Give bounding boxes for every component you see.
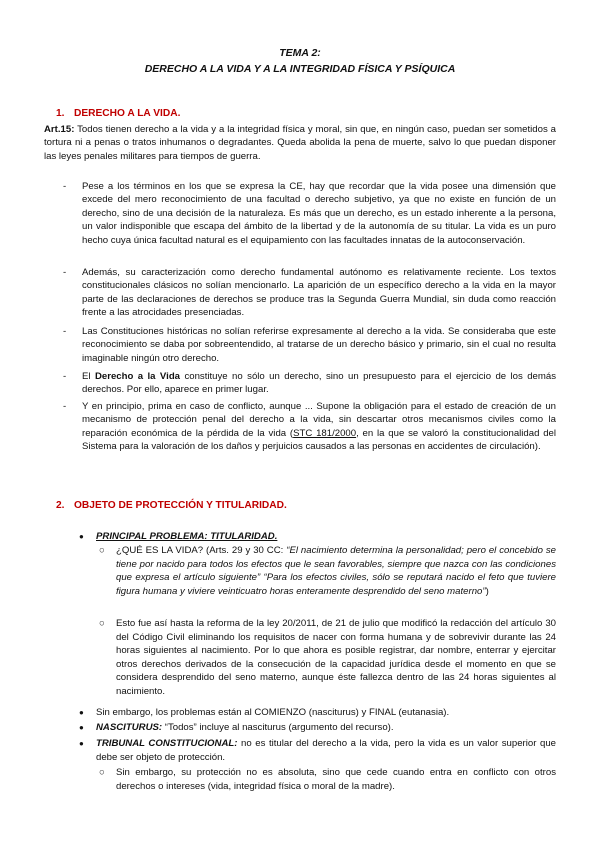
- bullet-tribunal: [79, 737, 556, 764]
- list-item-text: Pese a los términos en los que se expresa la CE, hay que recordar que la vida posee una dimensión que excede del mero reconocimiento de una facultad o derecho subjetivo, ya que no existe en función de un derecho, sino de una decisión de la naturaleza. Es más que un derecho, es un estado inherente a la persona, un valor indisponible que escapa del ámbito de la libertad y de la autonomía de su titular. La vida es un puro hecho cuya única facultad natural es el equipamiento con las facultades innatas de la autoconservación.: [82, 181, 556, 246]
- list-item: [63, 400, 557, 454]
- bullet-nasciturus: [79, 721, 556, 735]
- tema-title: TEMA 2:: [279, 47, 321, 59]
- circle-bullet: ○: [99, 767, 105, 778]
- article-text: Todos tienen derecho a la vida y a la integridad física y moral, sin que, en ningún caso, puedan ser sometidos a tortura ni a penas o tratos inhumanos o degradantes. Queda abolida la pena de muerte, salvo lo que puedan disponer las leyes penales militares para tiempos de guerra.: [44, 124, 556, 162]
- disc-bullet: ●: [79, 532, 84, 541]
- sub-point-text: Esto fue así hasta la reforma de la ley 20/2011, de 21 de julio que modificó la redacción del artículo 30 del Código Civil eliminando los requisitos de nacer con forma humana y de sobrevivir durante las 24 horas siguientes al nacimiento. Por lo que ahora es posible registrar, dar nombre, enterrar y ejercitar otros derechos derivados de la consecución de la capacidad jurídica desde el momento en que se considera desprendido del seno materno, aunque éste fallezca dentro de las 24 horas siguientes al nacimiento.: [116, 618, 556, 697]
- dash-marker: -: [63, 326, 67, 337]
- nasciturus-label: NASCITURUS:: [96, 722, 163, 733]
- list-item-text: Y en principio, prima en caso de conflicto, aunque ... Supone la obligación para el estado de creación de un mecanismo de protección penal del derecho a la vida, sin descartar otros mecanismos civiles como la reparación económica de la pérdida de la vida (: [82, 401, 556, 439]
- dash-marker: -: [63, 267, 67, 278]
- sub-point-que-es-la-vida: [99, 544, 557, 598]
- article-15: [44, 123, 556, 163]
- dash-marker: -: [63, 371, 67, 382]
- sub-point-text: ¿QUÉ ES LA VIDA? (Arts. 29 y 30 CC:: [116, 545, 287, 556]
- list-item-text: , en la que se valoró la constitucionalidad del Sistema para la valoración de los daños y perjuicios causados a las personas en accidentes de circulación).: [82, 427, 557, 453]
- section-2-title: OBJETO DE PROTECCIÓN Y TITULARIDAD.: [74, 500, 287, 511]
- document-subtitle: DERECHO A LA VIDA Y A LA INTEGRIDAD FÍSICA Y PSÍQUICA: [144, 63, 456, 75]
- sub-point-proteccion: [99, 766, 556, 793]
- disc-bullet: ●: [79, 708, 84, 717]
- list-item-text: Además, su caracterización como derecho fundamental autónomo es relativamente reciente. Los textos constitucionales clásicos no solían mencionarlo. La aparición de un específico derecho a la vida en la mayor parte de las declaraciones de derechos se produce tras la Segunda Guerra Mundial, sin duda como reacción frente a las atrocidades presenciadas.: [82, 267, 556, 319]
- article-label: Art.15:: [44, 124, 75, 135]
- principal-problema: PRINCIPAL PROBLEMA: TITULARIDAD.: [96, 531, 278, 542]
- stc-link[interactable]: STC 181/2000: [293, 427, 357, 439]
- list-item: [63, 370, 557, 397]
- list-item: [63, 325, 556, 365]
- bullet-text: Sin embargo, los problemas están al COMIENZO (nasciturus) y FINAL (eutanasia).: [96, 707, 450, 718]
- section-1-title: DERECHO A LA VIDA.: [74, 108, 181, 119]
- circle-bullet: ○: [99, 545, 105, 556]
- dash-marker: -: [63, 401, 67, 412]
- circle-bullet: ○: [99, 618, 105, 629]
- sub-point-text: Sin embargo, su protección no es absoluta, sino que cede cuando entra en conflicto con otros derechos o intereses (vida, integridad física o moral de la madre).: [116, 767, 556, 792]
- disc-bullet: ●: [79, 739, 84, 748]
- section-1-number: 1.: [56, 108, 65, 119]
- main-point: [79, 530, 556, 544]
- dash-marker: -: [63, 181, 67, 192]
- list-item: [63, 180, 556, 247]
- bullet-text: no es titular del derecho a la vida, pero la vida es un valor superior que debe ser objeto de protección.: [96, 738, 556, 763]
- disc-bullet: ●: [79, 723, 84, 732]
- section-1-heading: [56, 108, 180, 119]
- list-item: [63, 266, 556, 320]
- list-item-text: constituye no sólo un derecho, sino un presupuesto para el ejercicio de los demás derechos. Por ello, aparece en primer lugar.: [82, 371, 557, 396]
- cc-quote: “El nacimiento determina la personalidad; pero el concebido se tiene por nacido para todos los efectos que le sean favorables, siempre que nazca con las condiciones que expresa el artículo siguiente” “Para los efectos civiles, sólo se reputará nacido el feto que tuviere figura humana y viviere veinticuatro horas enteramente desprendido del seno materno”: [116, 545, 557, 597]
- derecho-vida-bold: Derecho a la Vida: [94, 371, 181, 382]
- sub-point-reforma: [99, 617, 556, 699]
- tribunal-label: TRIBUNAL CONSTITUCIONAL:: [96, 738, 238, 749]
- bullet-problemas: [79, 706, 556, 720]
- list-item-text: Las Constituciones históricas no solían referirse expresamente al derecho a la vida. Se consideraba que este reconocimiento se daba por sobreentendido, al tratarse de un derecho básico y primario, sin el cual no resulta imaginable ningún otro derecho.: [82, 326, 556, 364]
- section-2-heading: [56, 500, 287, 511]
- sub-point-text: ): [485, 585, 489, 597]
- section-2-number: 2.: [56, 500, 65, 511]
- list-item-text: El: [82, 371, 95, 382]
- bullet-text: “Todos” incluye al nasciturus (argumento del recurso).: [162, 722, 394, 733]
